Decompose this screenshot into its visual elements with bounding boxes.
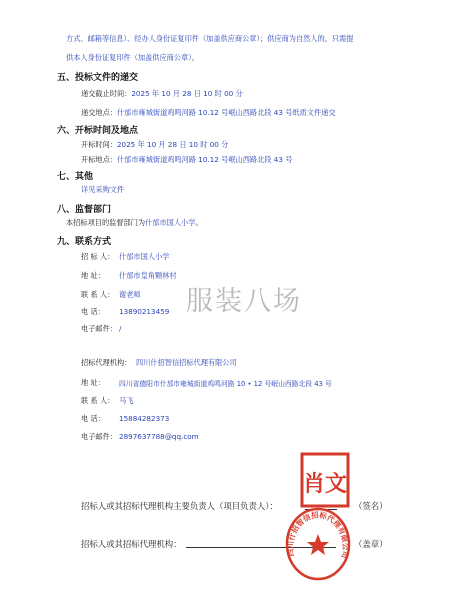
buyer-contact-label: 联 系 人：	[81, 290, 115, 299]
deadline-value: 2025 年 10 月 28 日 10 时 00 分	[131, 89, 243, 98]
supervision-value: 什邡市国人小学	[145, 218, 196, 227]
sign-line-1-label: 招标人或其招标代理机构主要负责人（项目负责人）：	[81, 501, 278, 511]
open-place-label: 开标地点：	[81, 155, 117, 164]
agency-addr-label: 地 址：	[81, 378, 105, 387]
agency-email-value: 2897637788@qq.com	[119, 432, 199, 441]
open-time-row	[81, 140, 228, 150]
name-seal-text: 肖文	[302, 472, 348, 497]
open-time-value: 2025 年 10 月 28 日 10 时 00 分	[116, 140, 229, 149]
name-seal-icon	[300, 452, 350, 508]
watermark-text: 服装八场	[186, 286, 302, 317]
submit-place-label: 递交地点：	[81, 108, 117, 117]
sign-line-2-label: 招标人或其招标代理机构：	[81, 539, 182, 549]
intro-line-1: 方式、邮箱等信息）、经办人身份证复印件（加盖供应商公章）；供应商为自然人的，只需提	[66, 34, 354, 43]
sign-line-1-suffix: （签名）	[354, 501, 388, 511]
buyer-name-value: 什邡市国人小学	[119, 252, 170, 261]
buyer-email-label: 电子邮件：	[81, 324, 117, 333]
section-9-heading: 九、联系方式	[57, 237, 112, 247]
company-seal-icon	[284, 506, 352, 582]
company-seal-text: 四川什招智信招标代理有限公司	[285, 510, 351, 560]
agency-name-value: 四川什招智信招标代理有限公司	[136, 358, 237, 367]
section-7-heading: 七、其他	[57, 172, 94, 182]
agency-contact-value: 马飞	[119, 396, 134, 405]
sign-line-2-suffix: （盖章）	[354, 539, 388, 549]
agency-email-label: 电子邮件：	[81, 432, 117, 441]
agency-contact-label: 联 系 人：	[81, 396, 115, 405]
agency-phone-value: 15884282373	[119, 414, 170, 423]
supervision-prefix: 本招标项目的监督部门为	[66, 218, 146, 227]
open-place-value: 什邡市雍城街道鸡鸣河路 10.12 号岷山西路北段 43 号	[116, 155, 293, 164]
agency-phone-label: 电 话：	[81, 414, 105, 423]
supervision-line	[66, 218, 203, 228]
intro-line-2: 供本人身份证复印件（加盖供应商公章）。	[66, 53, 199, 62]
deadline-row	[81, 89, 243, 99]
section-8-heading: 八、监督部门	[57, 205, 112, 215]
buyer-phone-label: 电 话：	[81, 307, 105, 316]
open-place-row	[81, 155, 292, 165]
other-line: 详见采购文件	[81, 185, 125, 194]
deadline-label: 递交截止时间：	[81, 89, 132, 98]
buyer-addr-label: 地 址：	[81, 271, 105, 280]
buyer-contact-value: 谢老师	[119, 290, 141, 299]
submit-place-value: 什邡市雍城街道鸡鸣河路 10.12 号岷山西路北段 43 号纸质文件递交	[116, 108, 336, 117]
submit-place-row	[81, 108, 336, 118]
agency-addr-value: 四川省德阳市什邡市雍城街道鸡鸣河路 10 • 12 号岷山西路北段 43 号	[119, 380, 332, 388]
buyer-phone-value: 13890213459	[119, 307, 170, 316]
buyer-addr-value: 什邡市皇角颗林村	[119, 271, 177, 280]
section-5-heading: 五、投标文件的递交	[57, 73, 139, 83]
buyer-name-label: 招 标 人：	[81, 252, 115, 261]
open-time-label: 开标时间：	[81, 140, 117, 149]
supervision-suffix: 。	[195, 218, 203, 227]
agency-name-label: 招标代理机构：	[81, 358, 132, 367]
section-6-heading: 六、开标时间及地点	[57, 126, 139, 136]
buyer-email-value: /	[119, 324, 122, 333]
